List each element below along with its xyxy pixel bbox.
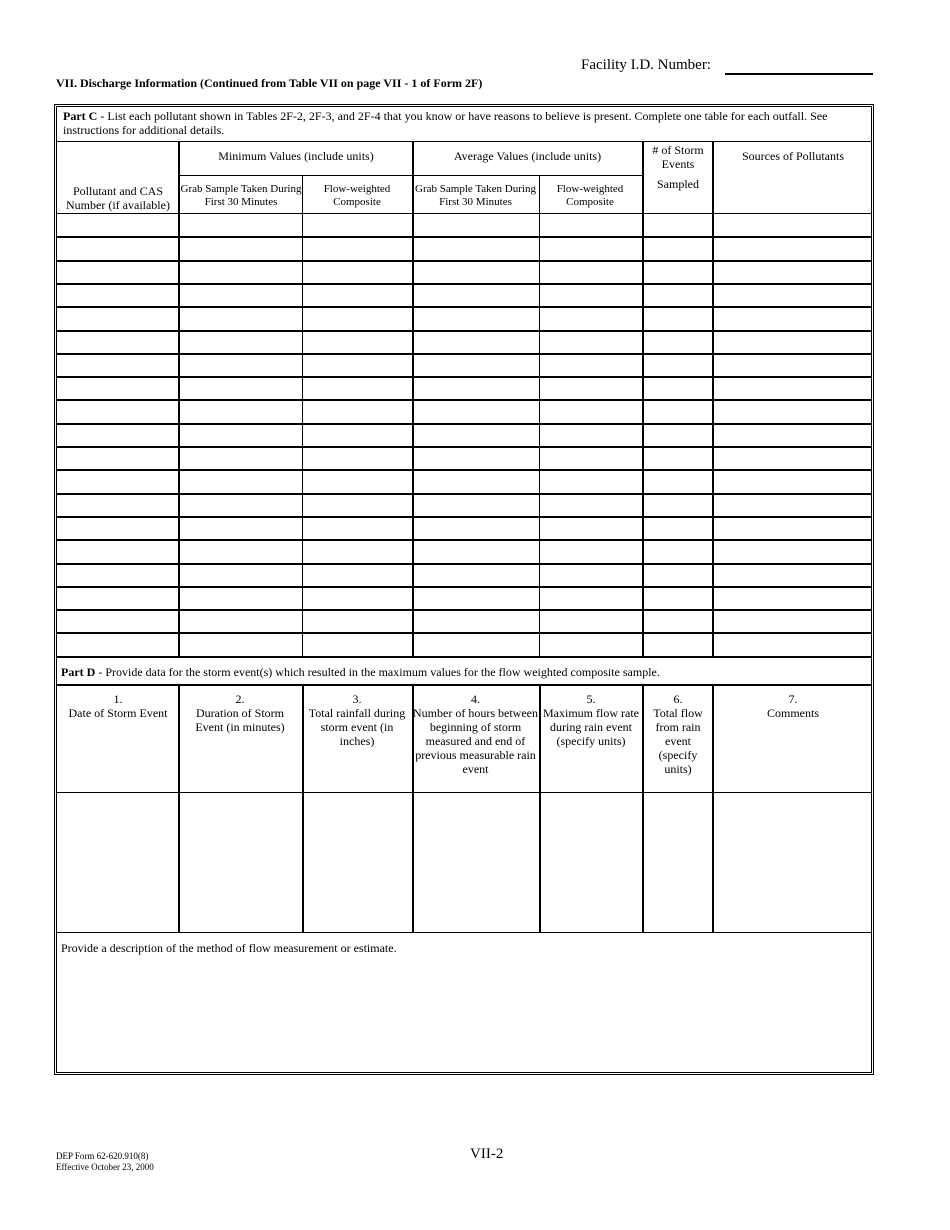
pollutant-cell[interactable] (59, 332, 176, 351)
avg-grab-cell[interactable] (414, 634, 537, 654)
avg-flow-cell[interactable] (541, 262, 640, 281)
avg-flow-cell[interactable] (541, 378, 640, 397)
storm-events-cell[interactable] (644, 308, 710, 328)
avg-flow-cell[interactable] (541, 285, 640, 304)
avg-grab-cell[interactable] (414, 215, 537, 234)
col-rule-2 (302, 175, 303, 656)
part-d-col-2-num: 2. (235, 692, 245, 706)
part-d-col-7 (714, 692, 872, 720)
part-d-col-4-text: Number of hours between beginning of storm measured and end of previous measurable rain event (413, 706, 538, 776)
part-d-label: Part D (61, 665, 96, 679)
pollutant-cell[interactable] (59, 611, 176, 630)
avg-flow-cell[interactable] (541, 238, 640, 258)
min-flow-header: Flow-weighted Composite (323, 183, 391, 208)
min-flow-cell[interactable] (304, 355, 410, 374)
part-d-col-6-text: Total flow from rain event (specify units) (653, 706, 703, 776)
pollutant-cell[interactable] (59, 238, 176, 258)
min-flow-cell[interactable] (304, 215, 410, 234)
min-grab-header: Grab Sample Taken During First 30 Minutes (180, 183, 302, 208)
part-d-col-7-text: Comments (766, 706, 819, 720)
sources-cell[interactable] (714, 448, 870, 467)
duration-cell[interactable] (180, 795, 300, 929)
part-d-col-6-num: 6. (673, 692, 683, 706)
part-d-col-1 (58, 692, 178, 720)
pollutant-cell[interactable] (59, 471, 176, 491)
avg-flow-cell[interactable] (541, 308, 640, 328)
min-flow-cell[interactable] (304, 308, 410, 328)
min-flow-cell[interactable] (304, 565, 410, 584)
min-flow-cell[interactable] (304, 518, 410, 537)
min-flow-cell[interactable] (304, 471, 410, 491)
part-d-col-1-text: Date of Storm Event (68, 706, 168, 720)
min-grab-cell[interactable] (180, 634, 300, 654)
sources-cell[interactable] (714, 471, 870, 491)
avg-grab-cell[interactable] (414, 565, 537, 584)
sources-cell[interactable] (714, 495, 870, 514)
min-flow-cell[interactable] (304, 541, 410, 561)
min-grab-cell[interactable] (180, 471, 300, 491)
avg-flow-cell[interactable] (541, 518, 640, 537)
min-flow-cell[interactable] (304, 495, 410, 514)
avg-grab-cell[interactable] (414, 518, 537, 537)
storm-events-cell[interactable] (644, 378, 710, 397)
storm-events-cell[interactable] (644, 495, 710, 514)
sources-cell[interactable] (714, 401, 870, 421)
sources-cell[interactable] (714, 611, 870, 630)
avg-flow-cell[interactable] (541, 448, 640, 467)
min-grab-cell[interactable] (180, 425, 300, 444)
part-c-label: Part C (63, 109, 98, 123)
sources-cell[interactable] (714, 238, 870, 258)
storm-events-cell[interactable] (644, 518, 710, 537)
part-d-col-2-text: Duration of Storm Event (in minutes) (195, 706, 285, 734)
part-c-instructions-text: - List each pollutant shown in Tables 2F-2, 2F-3, and 2F-4 that you know or have reasons to believe is present. Complete one table for each outfall. See instructions for additional details. (63, 109, 828, 137)
section-title: VII. Discharge Information (Continued from Table VII on page VII - 1 of Form 2F) (56, 76, 483, 90)
storm-events-cell[interactable] (644, 425, 710, 444)
avg-flow-cell[interactable] (541, 541, 640, 561)
part-d-col-3 (303, 692, 411, 748)
storm-events-cell[interactable] (644, 332, 710, 351)
min-grab-cell[interactable] (180, 262, 300, 281)
pollutant-cell[interactable] (59, 308, 176, 328)
sources-header: Sources of Pollutants (742, 149, 844, 163)
avg-flow-cell[interactable] (541, 471, 640, 491)
storm-events-cell[interactable] (644, 262, 710, 281)
sources-cell[interactable] (714, 378, 870, 397)
sources-cell[interactable] (714, 425, 870, 444)
pollutant-cell[interactable] (59, 541, 176, 561)
pollutant-cell[interactable] (59, 262, 176, 281)
storm-events-cell[interactable] (644, 588, 710, 607)
max-flow-rate-cell[interactable] (541, 795, 640, 929)
storm-events-cell[interactable] (644, 565, 710, 584)
avg-grab-cell[interactable] (414, 401, 537, 421)
part-d-col-7-num: 7. (788, 692, 798, 706)
part-d-col-6 (648, 692, 708, 776)
storm-events-cell[interactable] (644, 215, 710, 234)
form-footer (56, 1151, 154, 1173)
avg-grab-cell[interactable] (414, 285, 537, 304)
pollutant-cell[interactable] (59, 634, 176, 654)
avg-grab-cell[interactable] (414, 238, 537, 258)
pollutant-cell[interactable] (59, 495, 176, 514)
col-rule-4 (539, 175, 540, 656)
part-c-row-rule (57, 656, 872, 658)
storm-events-cell[interactable] (644, 471, 710, 491)
sources-cell[interactable] (714, 308, 870, 328)
avg-flow-cell[interactable] (541, 332, 640, 351)
avg-grab-cell[interactable] (414, 588, 537, 607)
part-d-bottom-rule (57, 932, 872, 933)
total-flow-cell[interactable] (644, 795, 710, 929)
storm-events-cell[interactable] (644, 355, 710, 374)
comments-cell[interactable] (714, 795, 870, 929)
sources-cell[interactable] (714, 565, 870, 584)
part-d-instructions (61, 665, 866, 680)
storm-events-cell[interactable] (644, 611, 710, 630)
avg-flow-cell[interactable] (541, 634, 640, 654)
pollutant-cell[interactable] (59, 401, 176, 421)
storm-events-cell[interactable] (644, 285, 710, 304)
avg-grab-cell[interactable] (414, 378, 537, 397)
avg-flow-cell[interactable] (541, 611, 640, 630)
part-d-col-2 (190, 692, 290, 734)
min-grab-cell[interactable] (180, 215, 300, 234)
min-grab-cell[interactable] (180, 355, 300, 374)
avg-flow-cell[interactable] (541, 355, 640, 374)
part-d-col-3-num: 3. (352, 692, 362, 706)
min-grab-cell[interactable] (180, 308, 300, 328)
sources-cell[interactable] (714, 285, 870, 304)
sources-cell[interactable] (714, 215, 870, 234)
sources-cell[interactable] (714, 262, 870, 281)
part-d-col-5 (540, 692, 642, 748)
avg-grab-cell[interactable] (414, 448, 537, 467)
pollutant-cell[interactable] (59, 215, 176, 234)
facility-id-field[interactable] (725, 73, 873, 75)
sources-cell[interactable] (714, 332, 870, 351)
storm-date-cell[interactable] (59, 795, 176, 929)
part-d-col-5-text: Maximum flow rate during rain event (specify units) (543, 706, 639, 748)
part-d-instructions-text: - Provide data for the storm event(s) which resulted in the maximum values for the flow weighted composite sample. (95, 665, 660, 679)
min-flow-cell[interactable] (304, 262, 410, 281)
part-c-instructions (63, 109, 868, 137)
flow-description-field[interactable] (58, 958, 870, 1070)
min-flow-cell[interactable] (304, 634, 410, 654)
avg-grab-header: Grab Sample Taken During First 30 Minutes (415, 183, 536, 208)
min-flow-cell[interactable] (304, 332, 410, 351)
min-grab-cell[interactable] (180, 541, 300, 561)
sources-cell[interactable] (714, 634, 870, 654)
avg-grab-cell[interactable] (414, 611, 537, 630)
min-flow-cell[interactable] (304, 285, 410, 304)
storm-events-cell[interactable] (644, 401, 710, 421)
sources-cell[interactable] (714, 588, 870, 607)
min-grab-cell[interactable] (180, 285, 300, 304)
storm-events-cell[interactable] (644, 448, 710, 467)
min-flow-cell[interactable] (304, 238, 410, 258)
pollutant-cell[interactable] (59, 285, 176, 304)
min-grab-cell[interactable] (180, 238, 300, 258)
part-d-col-5-num: 5. (586, 692, 596, 706)
pollutant-cell[interactable] (59, 565, 176, 584)
pollutant-cell[interactable] (59, 518, 176, 537)
avg-values-header: Average Values (include units) (453, 149, 602, 163)
storm-events-cell[interactable] (644, 238, 710, 258)
min-flow-cell[interactable] (304, 401, 410, 421)
min-flow-cell[interactable] (304, 611, 410, 630)
min-grab-cell[interactable] (180, 588, 300, 607)
avg-flow-cell[interactable] (541, 425, 640, 444)
avg-grab-cell[interactable] (414, 495, 537, 514)
min-flow-cell[interactable] (304, 448, 410, 467)
avg-flow-cell[interactable] (541, 215, 640, 234)
avg-grab-cell[interactable] (414, 541, 537, 561)
pollutant-header: Pollutant and CAS Number (if available) (66, 184, 170, 212)
avg-grab-cell[interactable] (414, 355, 537, 374)
avg-grab-cell[interactable] (414, 471, 537, 491)
storm-events-cell[interactable] (644, 541, 710, 561)
min-grab-cell[interactable] (180, 332, 300, 351)
part-d-col-4-num: 4. (471, 692, 480, 706)
min-grab-cell[interactable] (180, 448, 300, 467)
pollutant-cell[interactable] (59, 378, 176, 397)
storm-events-sampled-label: Sampled (657, 177, 699, 191)
min-flow-cell[interactable] (304, 378, 410, 397)
sources-cell[interactable] (714, 541, 870, 561)
min-grab-cell[interactable] (180, 495, 300, 514)
avg-flow-header: Flow-weighted Composite (556, 183, 624, 208)
part-d-col-4 (413, 692, 538, 776)
hours-between-cell[interactable] (414, 795, 537, 929)
pollutant-cell[interactable] (59, 588, 176, 607)
min-flow-cell[interactable] (304, 588, 410, 607)
rainfall-cell[interactable] (304, 795, 410, 929)
form-number: DEP Form 62-620.910(8) (56, 1151, 149, 1161)
facility-id-label: Facility I.D. Number: (581, 57, 711, 73)
storm-events-cell[interactable] (644, 634, 710, 654)
min-values-header: Minimum Values (include units) (218, 149, 374, 163)
part-d-col-3-text: Total rainfall during storm event (in inches) (308, 706, 406, 748)
min-grab-cell[interactable] (180, 565, 300, 584)
min-grab-cell[interactable] (180, 518, 300, 537)
pollutant-cell[interactable] (59, 355, 176, 374)
min-grab-cell[interactable] (180, 378, 300, 397)
part-d-col-1-num: 1. (113, 692, 123, 706)
avg-grab-cell[interactable] (414, 308, 537, 328)
avg-grab-cell[interactable] (414, 262, 537, 281)
sources-cell[interactable] (714, 518, 870, 537)
storm-events-header: # of Storm Events (652, 143, 704, 171)
min-flow-cell[interactable] (304, 425, 410, 444)
avg-grab-cell[interactable] (414, 425, 537, 444)
min-grab-cell[interactable] (180, 611, 300, 630)
subheader-rule (178, 175, 642, 176)
avg-flow-cell[interactable] (541, 495, 640, 514)
page-number: VII-2 (470, 1146, 504, 1162)
flow-description-prompt: Provide a description of the method of flow measurement or estimate. (61, 941, 397, 955)
avg-flow-cell[interactable] (541, 565, 640, 584)
pollutant-cell[interactable] (59, 448, 176, 467)
avg-flow-cell[interactable] (541, 401, 640, 421)
sources-cell[interactable] (714, 355, 870, 374)
pollutant-cell[interactable] (59, 425, 176, 444)
avg-flow-cell[interactable] (541, 588, 640, 607)
effective-date: Effective October 23, 2000 (56, 1162, 154, 1172)
min-grab-cell[interactable] (180, 401, 300, 421)
avg-grab-cell[interactable] (414, 332, 537, 351)
